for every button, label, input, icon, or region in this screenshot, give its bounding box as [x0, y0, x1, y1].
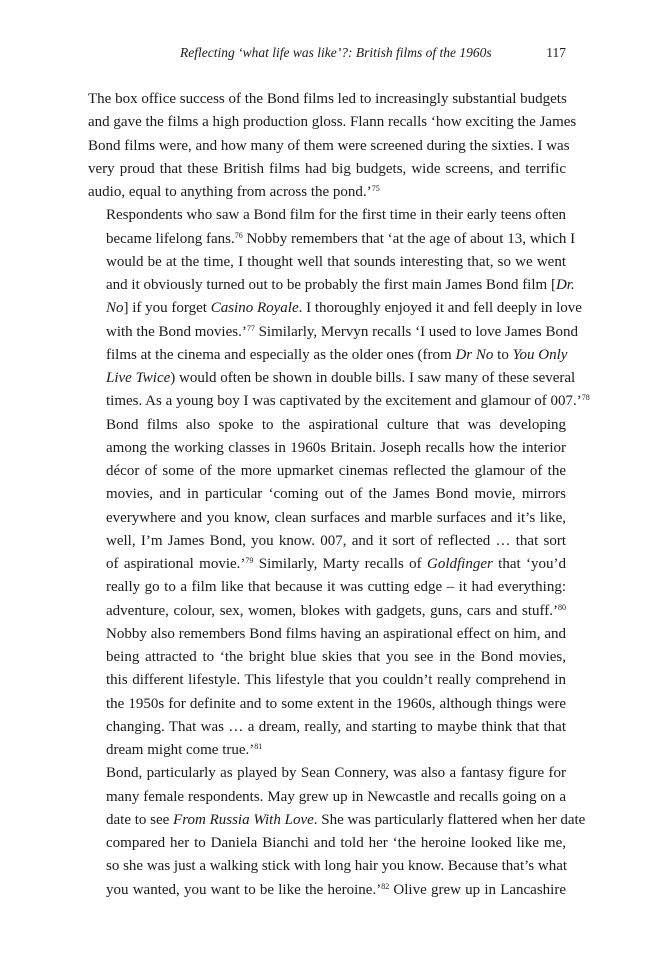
body-text — [88, 88, 590, 902]
text-line: dream might come true.’$^{81}$ — [106, 742, 263, 758]
text-line: The box office success of the Bond films led to increasingly substantial budgets — [88, 91, 567, 107]
text-line: this different lifestyle. This lifestyle that you couldn’t really comprehend in — [106, 672, 566, 689]
footnote-marker: 75 — [371, 184, 380, 193]
text-line: compared her to Daniela Bianchi and told her ‘the heroine looked like me, — [106, 835, 566, 851]
text-line: Bond films also spoke to the aspirational culture that was developing — [106, 416, 566, 433]
text-line: Nobby also remembers Bond films having an aspirational effect on him, and — [106, 625, 566, 642]
text-line: movies, and in particular ‘coming out of the James Bond movie, mirrors — [106, 486, 566, 503]
text-line: would be at the time, I thought well that sounds interesting that, so we went — [106, 253, 566, 270]
text-line: No] if you forget Casino Royale. I thoroughly enjoyed it and fell deeply in love — [106, 300, 582, 317]
text-line: really go to a film like that because it was cutting edge – it had everything: — [106, 579, 566, 596]
page-number: 117 — [546, 45, 566, 60]
text-line: times. As a young boy I was captivated by the excitement and glamour of 007.’$^{78}$ — [106, 393, 590, 410]
text-line: so she was just a walking stick with long hair you know. Because that’s what — [106, 858, 568, 875]
text-line: with the Bond movies.’$^{77}$ Similarly, Mervyn recalls ‘I used to love James Bond — [106, 323, 578, 340]
paragraph — [88, 414, 566, 763]
running-title: Reflecting ‘what life was like’?: British films of the 1960s — [180, 45, 492, 60]
text-line: of aspirational movie.’$^{79}$ Similarly, Marty recalls of Goldfinger that ‘you’d — [106, 556, 567, 572]
text-line: you wanted, you want to be like the heroine.’$^{82}$ Olive grew up in Lancashire — [106, 881, 566, 898]
text-line: and it obviously turned out to be probably the first main James Bond film [Dr. — [106, 277, 575, 293]
text-line: Respondents who saw a Bond film for the first time in their early teens often — [106, 207, 566, 224]
text-line: audio, equal to anything from across the pond.’$^{75}$ — [88, 184, 380, 200]
paragraph — [88, 762, 586, 902]
text-line: Live Twice) would often be shown in double bills. I saw many of these several — [106, 370, 576, 386]
text-line: films at the cinema and especially as the older ones (from Dr No to You Only — [106, 346, 568, 363]
text-line: everywhere and you know, clean surfaces and marble surfaces and it’s like, — [106, 509, 566, 526]
text-line: many female respondents. May grew up in Newcastle and recalls going on a — [106, 788, 566, 805]
text-line: adventure, colour, sex, women, blokes with gadgets, guns, cars and stuff.’$^{80}$ — [106, 602, 566, 619]
text-line: being attracted to ‘the bright blue skies that you see in the Bond movies, — [106, 649, 566, 665]
text-line: very proud that these British films had big budgets, wide screens, and terrific — [88, 160, 566, 177]
text-line: and gave the films a high production gloss. Flann recalls ‘how exciting the James — [88, 114, 577, 131]
paragraph — [88, 88, 577, 204]
text-line: décor of some of the more upmarket cinemas reflected the glamour of the — [106, 463, 566, 479]
text-line: well, I’m James Bond, you know. 007, and it sort of reflected … that sort — [106, 532, 566, 549]
text-line: changing. That was … a dream, really, and starting to maybe think that that — [106, 718, 566, 735]
paragraph — [88, 204, 590, 413]
text-line: Bond, particularly as played by Sean Connery, was also a fantasy figure for — [106, 765, 566, 782]
text-line: Bond films were, and how many of them were screened during the sixties. I was — [88, 137, 570, 154]
text-line: the 1950s for definite and to some extent in the 1960s, although things were — [106, 695, 566, 712]
text-line: date to see From Russia With Love. She was particularly flattered when her date — [106, 811, 586, 828]
text-line: became lifelong fans.$^{76}$ Nobby remembers that ‘at the age of about 13, which I — [106, 230, 576, 247]
text-line: among the working classes in 1960s Britain. Joseph recalls how the interior — [106, 439, 566, 456]
running-head — [88, 45, 566, 65]
